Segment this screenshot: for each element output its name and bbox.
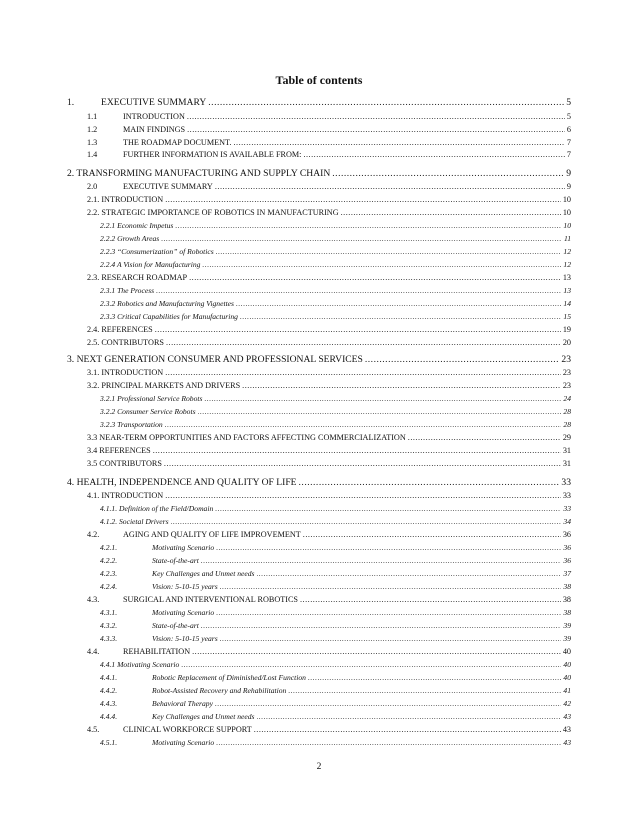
toc-entry-title: 2.2.3 “Consumerization” of Robotics xyxy=(100,247,214,256)
toc-entry-title: 3.2. PRINCIPAL MARKETS AND DRIVERS xyxy=(87,381,241,390)
page-title: Table of contents xyxy=(275,73,363,87)
toc-entry-page: 40 xyxy=(563,660,571,669)
dot-leader xyxy=(240,311,561,322)
toc-entry[interactable] xyxy=(100,419,571,430)
toc-entry-title: Motivating Scenario xyxy=(152,738,215,747)
toc-entry[interactable] xyxy=(100,685,571,696)
toc-entry-page: 20 xyxy=(562,338,571,347)
toc-entry[interactable] xyxy=(100,633,571,644)
dot-leader xyxy=(233,137,564,148)
toc-entry[interactable] xyxy=(100,503,571,514)
toc-entry-number: 4.5.1. xyxy=(100,738,118,747)
dot-leader xyxy=(341,207,561,218)
toc-entry-title: Motivating Scenario xyxy=(152,543,215,552)
dot-leader xyxy=(299,477,560,488)
toc-entry[interactable] xyxy=(100,737,571,748)
dot-leader xyxy=(254,724,561,735)
toc-entry-page: 43 xyxy=(562,725,571,734)
dot-leader xyxy=(300,594,561,605)
toc-entry-page: 23 xyxy=(561,354,571,365)
toc-entry-page: 36 xyxy=(563,543,571,552)
dot-leader xyxy=(201,620,562,631)
toc-entry-title: Key Challenges and Unmet needs xyxy=(152,712,255,721)
dot-leader xyxy=(181,659,561,670)
toc-entry-title: FURTHER INFORMATION IS AVAILABLE FROM: xyxy=(123,150,302,159)
toc-entry-title: 4.4.1 Motivating Scenario xyxy=(100,660,180,669)
toc-entry[interactable] xyxy=(100,698,571,709)
toc-entry-number: 4.3.3. xyxy=(100,634,118,643)
toc-entry-title: INTRODUCTION xyxy=(123,112,185,121)
toc-entry-page: 31 xyxy=(562,446,571,455)
toc-entry-page: 29 xyxy=(562,433,571,442)
dot-leader xyxy=(242,380,561,391)
toc-entry-number: 1.4 xyxy=(87,150,98,159)
toc-entry[interactable] xyxy=(87,137,571,148)
toc-entry-page: 7 xyxy=(566,138,571,147)
toc-entry-title: 2. TRANSFORMING MANUFACTURING AND SUPPLY CHAIN xyxy=(67,168,331,179)
toc-entry-page: 40 xyxy=(562,647,571,656)
toc-entry-page: 33 xyxy=(562,491,571,500)
toc-entry-title: Robot-Assisted Recovery and Rehabilitation xyxy=(152,686,287,695)
toc-entry-title: CLINICAL WORKFORCE SUPPORT xyxy=(123,725,252,734)
toc-entry-page: 10 xyxy=(563,221,571,230)
toc-entry-page: 43 xyxy=(563,712,571,721)
dot-leader xyxy=(202,259,561,270)
toc-entry-title: 3.1. INTRODUCTION xyxy=(87,368,164,377)
toc-entry-page: 41 xyxy=(563,686,571,695)
toc-entry[interactable] xyxy=(87,432,571,443)
toc-entry-page: 42 xyxy=(563,699,571,708)
dot-leader xyxy=(198,406,562,417)
dot-leader xyxy=(189,272,561,283)
toc-entry-title: 2.3.1 The Process xyxy=(100,286,155,295)
toc-entry[interactable] xyxy=(100,406,571,417)
toc-entry-page: 11 xyxy=(563,234,571,243)
toc-entry-title: EXECUTIVE SUMMARY xyxy=(123,182,213,191)
toc-entry-title: EXECUTIVE SUMMARY xyxy=(101,97,207,108)
toc-entry-title: 2.4. REFERENCES xyxy=(87,325,153,334)
toc-entry[interactable] xyxy=(87,646,571,657)
toc-entry-page: 7 xyxy=(566,150,571,159)
toc-entry[interactable] xyxy=(100,555,571,566)
toc-entry-page: 6 xyxy=(566,125,571,134)
toc-entry[interactable] xyxy=(100,516,571,527)
toc-entry[interactable] xyxy=(100,620,571,631)
toc-entry-title: 4. HEALTH, INDEPENDENCE AND QUALITY OF LIFE xyxy=(67,477,297,488)
toc-entry-page: 15 xyxy=(563,312,571,321)
toc-entry-page: 12 xyxy=(563,247,571,256)
toc-entry[interactable] xyxy=(100,711,571,722)
toc-entry-page: 33 xyxy=(563,504,571,513)
dot-leader xyxy=(216,737,561,748)
dot-leader xyxy=(303,149,564,160)
dot-leader xyxy=(161,233,562,244)
toc-entry-title: 4.1.1. Definition of the Field/Domain xyxy=(100,504,214,513)
toc-entry-number: 4.3.1. xyxy=(100,608,118,617)
toc-entry-title: 3.5 CONTRIBUTORS xyxy=(87,459,162,468)
toc-entry-number: 4.3. xyxy=(87,595,100,604)
toc-entry-page: 19 xyxy=(562,325,571,334)
dot-leader xyxy=(332,168,564,179)
toc-entry[interactable] xyxy=(87,149,571,160)
toc-entry-page: 9 xyxy=(566,182,571,191)
toc-entry-title: 3.2.3 Transportation xyxy=(100,420,163,429)
dot-leader xyxy=(153,445,561,456)
toc-entry-title: 2.2.2 Growth Areas xyxy=(100,234,160,243)
toc-entry[interactable] xyxy=(87,181,571,192)
toc-entry-number: 4.3.2. xyxy=(100,621,118,630)
dot-leader xyxy=(216,246,562,257)
toc-entry-page: 5 xyxy=(566,112,571,121)
toc-entry[interactable] xyxy=(67,168,571,179)
toc-entry-page: 24 xyxy=(563,394,571,403)
dot-leader xyxy=(165,490,561,501)
toc-entry-number: 4.4.3. xyxy=(100,699,118,708)
toc-entry-title: SURGICAL AND INTERVENTIONAL ROBOTICS xyxy=(123,595,298,604)
toc-entry[interactable] xyxy=(87,594,571,605)
toc-entry-number: 4.4.2. xyxy=(100,686,118,695)
dot-leader xyxy=(215,698,561,709)
toc-entry[interactable] xyxy=(87,111,571,122)
toc-entry-page: 31 xyxy=(562,459,571,468)
toc-entry-page: 38 xyxy=(563,582,571,591)
toc-entry[interactable] xyxy=(100,581,571,592)
toc-entry-page: 37 xyxy=(563,569,571,578)
dot-leader xyxy=(187,111,565,122)
dot-leader xyxy=(216,607,561,618)
toc-entry-page: 34 xyxy=(563,517,571,526)
dot-leader xyxy=(192,646,561,657)
toc-entry-title: 4.1.2. Societal Drivers xyxy=(100,517,169,526)
toc-entry[interactable] xyxy=(87,207,571,218)
dot-leader xyxy=(220,633,562,644)
toc-entry-page: 14 xyxy=(563,299,571,308)
dot-leader xyxy=(220,581,562,592)
toc-entry[interactable] xyxy=(100,672,571,683)
dot-leader xyxy=(204,393,561,404)
toc-entry-title: 3.3 NEAR-TERM OPPORTUNITIES AND FACTORS AFFECTING COMMERCIALIZATION xyxy=(87,433,406,442)
toc-entry-number: 4.2.3. xyxy=(100,569,118,578)
toc-entry[interactable] xyxy=(87,724,571,735)
toc-entry[interactable] xyxy=(100,607,571,618)
toc-entry-title: Motivating Scenario xyxy=(152,608,215,617)
toc-entry-title: State-of-the-art xyxy=(152,556,199,565)
dot-leader xyxy=(257,711,562,722)
toc-entry-title: 2.3.2 Robotics and Manufacturing Vignettes xyxy=(100,299,234,308)
dot-leader xyxy=(187,124,565,135)
toc-entry-title: 2.2. STRATEGIC IMPORTANCE OF ROBOTICS IN MANUFACTURING xyxy=(87,208,339,217)
toc-entry[interactable] xyxy=(100,298,571,309)
toc-entry-title: MAIN FINDINGS xyxy=(123,125,186,134)
toc-entry[interactable] xyxy=(67,477,571,488)
toc-entry[interactable] xyxy=(87,380,571,391)
toc-entry[interactable] xyxy=(87,529,571,540)
toc-entry-page: 39 xyxy=(563,621,571,630)
toc-entry-page: 13 xyxy=(563,286,571,295)
toc-entry[interactable] xyxy=(87,337,571,348)
toc-entry-number: 4.2. xyxy=(87,530,100,539)
toc-entry-page: 38 xyxy=(562,595,571,604)
toc-entry-page: 28 xyxy=(563,420,571,429)
toc-entry-title: Vision: 5-10-15 years xyxy=(152,634,218,643)
toc-entry[interactable] xyxy=(87,194,571,205)
toc-entry-page: 10 xyxy=(562,208,571,217)
toc-entry-title: 2.1. INTRODUCTION xyxy=(87,195,164,204)
dot-leader xyxy=(164,458,561,469)
toc-entry-title: 2.3. RESEARCH ROADMAP xyxy=(87,273,188,282)
dot-leader xyxy=(365,354,560,365)
toc-entry-title: 3. NEXT GENERATION CONSUMER AND PROFESSIONAL SERVICES xyxy=(67,354,363,365)
toc-entry-number: 4.4. xyxy=(87,647,100,656)
toc-entry[interactable] xyxy=(87,490,571,501)
dot-leader xyxy=(288,685,561,696)
toc-entry-number: 1.3 xyxy=(87,138,98,147)
toc-entry[interactable] xyxy=(87,124,571,135)
toc-entry-page: 38 xyxy=(563,608,571,617)
dot-leader xyxy=(303,529,561,540)
dot-leader xyxy=(257,568,562,579)
toc-entry-page: 5 xyxy=(566,97,571,108)
toc-entry-title: 3.4 REFERENCES xyxy=(87,446,151,455)
dot-leader xyxy=(165,194,561,205)
toc-entry-number: 1.1 xyxy=(87,112,98,121)
dot-leader xyxy=(201,555,562,566)
toc-entry-number: 1.2 xyxy=(87,125,98,134)
dot-leader xyxy=(208,97,564,108)
toc-entry[interactable] xyxy=(100,393,571,404)
dot-leader xyxy=(165,419,562,430)
toc-entry[interactable] xyxy=(100,285,571,296)
toc-entry-page: 10 xyxy=(562,195,571,204)
toc-entry[interactable] xyxy=(67,97,571,108)
dot-leader xyxy=(216,542,561,553)
toc-entry-number: 2.0 xyxy=(87,182,98,191)
toc-entry[interactable] xyxy=(100,259,571,270)
toc-entry-title: Behavioral Therapy xyxy=(152,699,213,708)
dot-leader xyxy=(215,503,561,514)
toc-entry-title: AGING AND QUALITY OF LIFE IMPROVEMENT xyxy=(123,530,301,539)
toc-entry-number: 4.2.2. xyxy=(100,556,118,565)
toc-entry-page: 36 xyxy=(563,556,571,565)
toc-entry-title: 2.3.3 Critical Capabilities for Manufacturing xyxy=(100,312,238,321)
toc-entry-number: 4.4.1. xyxy=(100,673,118,682)
toc-entry-title: Key Challenges and Unmet needs xyxy=(152,569,255,578)
toc-entry-title: 3.2.1 Professional Service Robots xyxy=(100,394,203,403)
toc-entry-title: Robotic Replacement of Diminished/Lost Function xyxy=(152,673,306,682)
dot-leader xyxy=(155,324,561,335)
dot-leader xyxy=(171,516,562,527)
page-number: 2 xyxy=(316,762,322,772)
dot-leader xyxy=(166,337,561,348)
toc-entry-title: 4.1. INTRODUCTION xyxy=(87,491,164,500)
dot-leader xyxy=(175,220,561,231)
dot-leader xyxy=(165,367,561,378)
toc-entry[interactable] xyxy=(87,445,571,456)
toc-entry-page: 33 xyxy=(561,477,571,488)
toc-entry-number: 1. xyxy=(67,97,75,108)
toc-entry-page: 12 xyxy=(563,260,571,269)
toc-entry-number: 4.5. xyxy=(87,725,100,734)
toc-entry-page: 39 xyxy=(563,634,571,643)
toc-entry-page: 43 xyxy=(563,738,571,747)
toc-entry[interactable] xyxy=(87,272,571,283)
dot-leader xyxy=(308,672,561,683)
toc-entry[interactable] xyxy=(87,367,571,378)
toc-entry[interactable] xyxy=(87,458,571,469)
toc-entry-title: 2.5. CONTRIBUTORS xyxy=(87,338,164,347)
dot-leader xyxy=(408,432,561,443)
toc-entry-title: 3.2.2 Consumer Service Robots xyxy=(100,407,196,416)
toc-entry[interactable] xyxy=(100,659,571,670)
dot-leader xyxy=(236,298,561,309)
toc-entry-page: 28 xyxy=(563,407,571,416)
toc-entry-number: 4.2.1. xyxy=(100,543,118,552)
toc-entry-title: Vision: 5-10-15 years xyxy=(152,582,218,591)
toc-entry-title: 2.2.4 A Vision for Manufacturing xyxy=(100,260,201,269)
toc-entry[interactable] xyxy=(100,311,571,322)
toc-entry-title: 2.2.1 Economic Impetus xyxy=(100,221,174,230)
toc-entry-number: 4.4.4. xyxy=(100,712,118,721)
toc-entry-page: 9 xyxy=(566,168,571,179)
toc-entry[interactable] xyxy=(100,542,571,553)
toc-entry[interactable] xyxy=(87,324,571,335)
toc-entry-title: THE ROADMAP DOCUMENT. xyxy=(123,138,232,147)
toc-entry-title: State-of-the-art xyxy=(152,621,199,630)
toc-entry-page: 23 xyxy=(562,381,571,390)
toc-entry[interactable] xyxy=(100,568,571,579)
toc-entry-page: 40 xyxy=(563,673,571,682)
dot-leader xyxy=(215,181,565,192)
toc-entry-number: 4.2.4. xyxy=(100,582,118,591)
toc-entry[interactable] xyxy=(100,246,571,257)
toc-entry-title: REHABILITATION xyxy=(123,647,191,656)
toc-entry-page: 13 xyxy=(562,273,571,282)
toc-entry[interactable] xyxy=(100,220,571,231)
toc-entry[interactable] xyxy=(67,354,571,365)
toc-entry-page: 36 xyxy=(562,530,571,539)
toc-entry[interactable] xyxy=(100,233,571,244)
toc-entry-page: 23 xyxy=(562,368,571,377)
dot-leader xyxy=(156,285,561,296)
